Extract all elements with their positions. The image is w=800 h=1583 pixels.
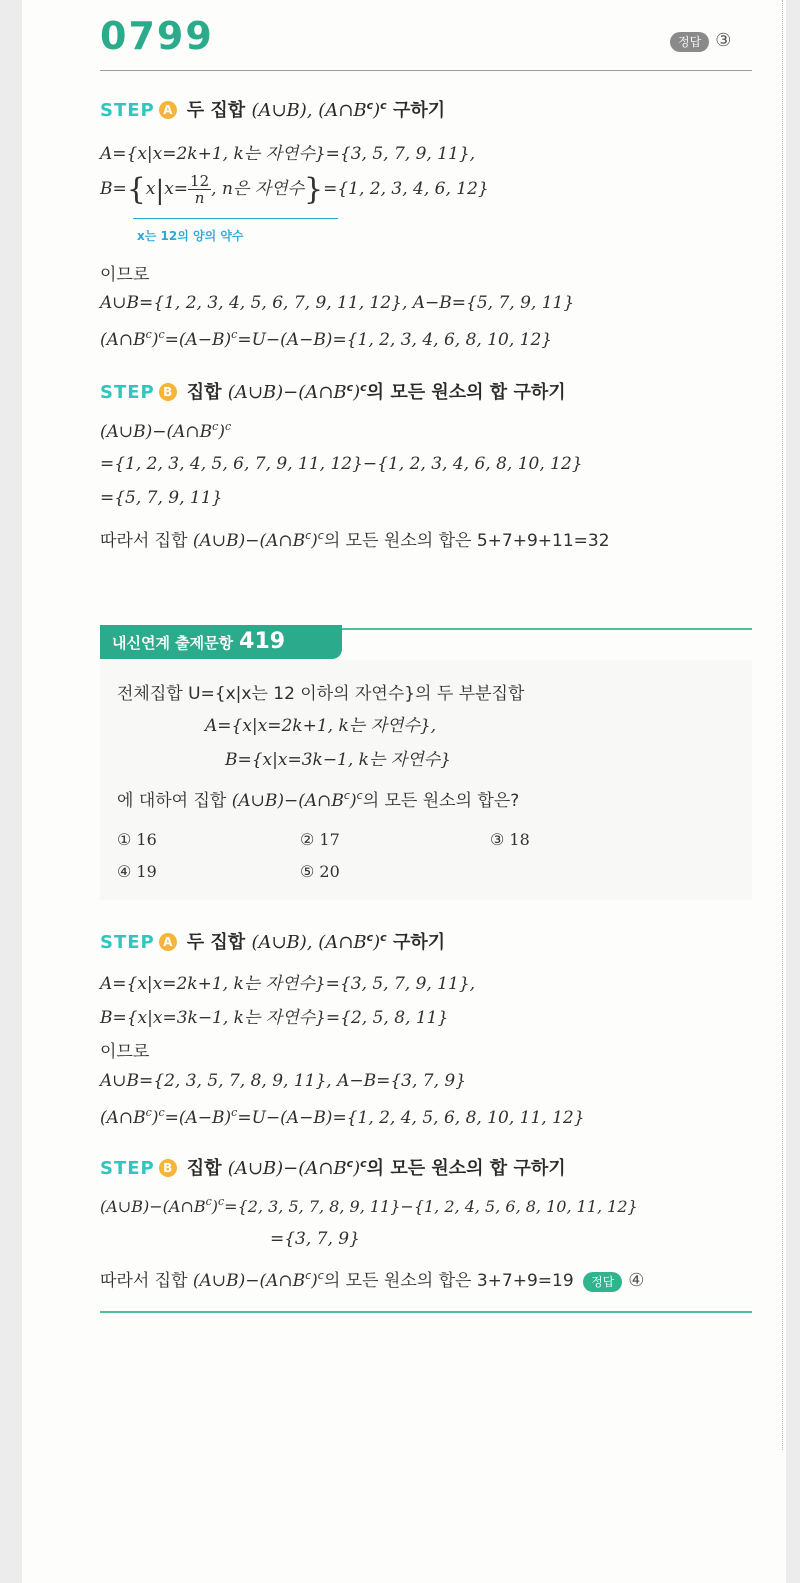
- option-3[interactable]: ③ 18: [490, 830, 530, 849]
- conclusion-line: [100, 526, 610, 551]
- complement-line: [100, 328, 552, 350]
- tab-number: 419: [239, 629, 286, 654]
- step-b-heading-2: [100, 1154, 566, 1180]
- option-2[interactable]: ② 17: [300, 830, 340, 849]
- superscript: c: [317, 1269, 324, 1282]
- conclusion-text: 따라서 집합: [100, 1271, 188, 1291]
- step-a-heading-2: [100, 928, 445, 954]
- step-title-math: (A∪B), (A∩B: [251, 100, 367, 121]
- equation-line-1: ={1, 2, 3, 4, 5, 6, 7, 9, 11, 12}−{1, 2, 3, 4, 6, 8, 10, 12}: [100, 454, 583, 474]
- superscript: c: [356, 789, 363, 802]
- math-text: , n은 자연수: [211, 179, 304, 199]
- superscript: c: [343, 789, 350, 802]
- step-title: 집합: [186, 1158, 222, 1179]
- superscript: c: [346, 381, 354, 394]
- math-text: =U−(A−B)={1, 2, 3, 4, 6, 8, 10, 12}: [237, 330, 553, 350]
- step-title-math: (A∪B)−(A∩B: [227, 382, 347, 403]
- union-line-2: A∪B={2, 3, 5, 7, 8, 9, 11}, A−B={3, 7, 9}: [100, 1071, 467, 1091]
- header-divider: [100, 70, 752, 71]
- superscript: c: [366, 99, 374, 112]
- brace-open: {: [126, 172, 146, 207]
- step-label: STEP: [100, 932, 155, 953]
- superscript: c: [158, 328, 165, 341]
- math-text: ={1, 2, 3, 4, 6, 12}: [323, 179, 489, 199]
- linked-problem-tab: [100, 625, 342, 659]
- math-text: ={2, 3, 5, 7, 8, 9, 11}−{1, 2, 4, 5, 6, 8, 10, 11, 12}: [224, 1197, 638, 1216]
- set-a-line: A={x|x=2k+1, k는 자연수}={3, 5, 7, 9, 11},: [100, 144, 476, 164]
- imuro-text: 이므로: [100, 265, 150, 285]
- superscript: c: [218, 1195, 225, 1208]
- step-letter-icon: A: [159, 101, 177, 119]
- superscript: c: [380, 99, 387, 112]
- step-title-post: 의 모든 원소의 합 구하기: [366, 1158, 566, 1179]
- math-text: =(A−B): [164, 1108, 232, 1128]
- vertical-bar: |: [155, 176, 165, 206]
- conclusion-text: 의 모든 원소의 합은 3+7+9=19: [323, 1271, 574, 1291]
- option-4[interactable]: ④ 19: [117, 862, 157, 881]
- math-text: ): [151, 330, 159, 350]
- math-text: (A∪B)−(A∩B: [100, 422, 213, 442]
- superscript: c: [231, 328, 238, 341]
- fraction-numerator: 12: [190, 171, 210, 190]
- math-text: (A∩B: [100, 330, 146, 350]
- answer-value: ③: [715, 30, 732, 51]
- step-label: STEP: [100, 1158, 155, 1179]
- step-a-heading: [100, 96, 445, 122]
- superscript: c: [360, 381, 367, 394]
- math-text: ): [349, 791, 357, 811]
- superscript: c: [205, 1195, 212, 1208]
- problem-number: 0799: [100, 14, 214, 58]
- step-title-post: 구하기: [392, 100, 446, 121]
- page-edge: [782, 0, 783, 1450]
- math-text: =(A−B): [164, 330, 232, 350]
- set-b-line: [100, 172, 489, 207]
- superscript: c: [305, 529, 312, 542]
- step-letter-icon: A: [159, 933, 177, 951]
- superscript: c: [366, 931, 374, 944]
- math-text: (A∪B)−(A∩B: [192, 1271, 306, 1291]
- superscript: c: [224, 420, 232, 433]
- question-text: 의 모든 원소의 합은?: [362, 791, 520, 811]
- linked-problem-band: [100, 625, 752, 661]
- step-b-heading: [100, 378, 566, 404]
- step-label: STEP: [100, 100, 155, 121]
- step-letter-icon: B: [159, 1159, 177, 1177]
- math-text: B=: [100, 179, 127, 199]
- math-text: =U−(A−B)={1, 2, 4, 5, 6, 8, 10, 11, 12}: [237, 1108, 585, 1128]
- divisor-underline: [133, 218, 338, 219]
- tab-label: 내신연계 출제문항: [112, 634, 234, 652]
- step-title-post: 의 모든 원소의 합 구하기: [366, 382, 566, 403]
- step-title-math: (A∪B), (A∩B: [251, 932, 367, 953]
- step-title: 두 집합: [186, 932, 246, 953]
- math-text: ): [151, 1108, 159, 1128]
- brace-close: }: [304, 172, 324, 207]
- math-text: ): [311, 1271, 318, 1291]
- complement-line-2: [100, 1106, 585, 1128]
- conclusion-text: 따라서 집합: [100, 531, 188, 551]
- math-text: ): [211, 1197, 218, 1216]
- step-title: 두 집합: [186, 100, 246, 121]
- question-line-3: B={x|x=3k−1, k는 자연수}: [225, 750, 451, 770]
- superscript: c: [158, 1106, 165, 1119]
- set-a-line-2: A={x|x=2k+1, k는 자연수}={3, 5, 7, 9, 11},: [100, 974, 476, 994]
- question-text: 에 대하여 집합: [117, 791, 227, 811]
- question-line-1: 전체집합 U={x|x는 12 이하의 자연수}의 두 부분집합: [117, 684, 525, 704]
- math-text: (A∪B)−(A∩B: [192, 531, 306, 551]
- superscript: c: [346, 1157, 354, 1170]
- question-line-4: [117, 786, 519, 811]
- superscript: c: [317, 529, 324, 542]
- superscript: c: [305, 1269, 312, 1282]
- equation-line-2b: ={3, 7, 9}: [270, 1229, 360, 1249]
- superscript: c: [145, 328, 152, 341]
- imuro-text-2: 이므로: [100, 1042, 150, 1062]
- step-title-math: ): [373, 932, 381, 953]
- superscript: c: [231, 1106, 238, 1119]
- answer-badge-2: 정답: [583, 1272, 622, 1292]
- band-line: [330, 628, 752, 630]
- step-letter-icon: B: [159, 383, 177, 401]
- superscript: c: [360, 1157, 367, 1170]
- set-b-line-2: B={x|x=3k−1, k는 자연수}={2, 5, 8, 11}: [100, 1008, 449, 1028]
- step-title-math: ): [373, 100, 381, 121]
- step-title-post: 구하기: [392, 932, 446, 953]
- union-line: A∪B={1, 2, 3, 4, 5, 6, 7, 9, 11, 12}, A−B={5, 7, 9, 11}: [100, 293, 575, 313]
- conclusion-line-2: [100, 1266, 644, 1292]
- answer-value-2: ④: [628, 1270, 645, 1291]
- step-title-math: (A∪B)−(A∩B: [227, 1158, 347, 1179]
- superscript: c: [212, 420, 219, 433]
- question-line-2: A={x|x=2k+1, k는 자연수},: [205, 716, 437, 736]
- expression-line-2: [100, 1195, 638, 1216]
- superscript: c: [145, 1106, 152, 1119]
- divisor-note: x는 12의 양의 약수: [137, 229, 244, 243]
- option-5[interactable]: ⑤ 20: [300, 862, 340, 881]
- option-1[interactable]: ① 16: [117, 830, 157, 849]
- superscript: c: [380, 931, 387, 944]
- expression-head: [100, 420, 231, 442]
- step-title-math: ): [353, 382, 361, 403]
- conclusion-text: 의 모든 원소의 합은 5+7+9+11=32: [323, 531, 610, 551]
- math-text: ): [218, 422, 225, 442]
- step-title: 집합: [186, 382, 222, 403]
- section-divider: [100, 1311, 752, 1313]
- math-text: x: [145, 179, 156, 199]
- math-text: (A∪B)−(A∩B: [231, 791, 344, 811]
- math-text: (A∪B)−(A∩B: [100, 1197, 206, 1216]
- answer-block: [670, 30, 731, 52]
- equation-line-2: ={5, 7, 9, 11}: [100, 488, 223, 508]
- step-label: STEP: [100, 382, 155, 403]
- step-title-math: ): [353, 1158, 361, 1179]
- fraction-denominator: n: [194, 188, 205, 207]
- math-text: ): [311, 531, 318, 551]
- math-text: x=: [164, 179, 189, 199]
- math-text: (A∩B: [100, 1108, 146, 1128]
- answer-badge: 정답: [670, 32, 709, 52]
- fraction: [188, 173, 211, 206]
